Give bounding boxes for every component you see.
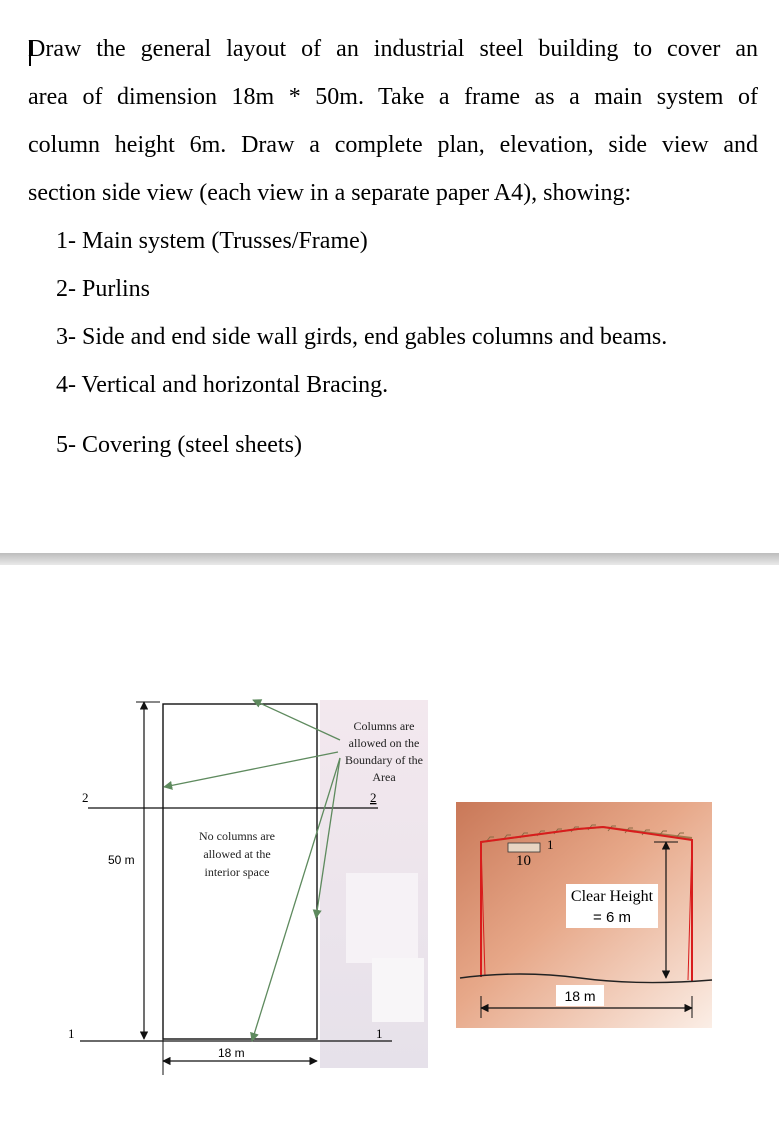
requirement-item-4: 4- Vertical and horizontal Bracing. bbox=[56, 372, 389, 398]
columns-note-line-3: Boundary of the bbox=[345, 753, 423, 767]
question-line-4: section side view (each view in a separate paper A4), showing: bbox=[28, 180, 632, 206]
grid-label-bottom-right: 1 bbox=[376, 1026, 383, 1041]
question-line-2: area of dimension 18m * 50m. Take a frame as a main system of bbox=[28, 84, 758, 110]
requirement-item-2: 2- Purlins bbox=[56, 276, 151, 302]
question-line-1: Draw the general layout of an industrial steel building to cover an bbox=[28, 36, 758, 62]
grid-label-top-right: 2 bbox=[370, 790, 377, 805]
requirement-item-3: 3- Side and end side wall girds, end gables columns and beams. bbox=[56, 324, 668, 350]
grid-label-bottom-left: 1 bbox=[68, 1026, 75, 1041]
plan-figure bbox=[68, 700, 428, 1075]
interior-note-line-1: No columns are bbox=[199, 829, 275, 843]
plan-panel-highlight-2 bbox=[372, 958, 424, 1022]
callout-1: 1 bbox=[547, 837, 554, 852]
columns-note-line-4: Area bbox=[372, 770, 396, 784]
plan-panel-highlight bbox=[346, 873, 418, 963]
clear-height-label-2: = 6 m bbox=[593, 909, 631, 926]
requirement-item-5: 5- Covering (steel sheets) bbox=[56, 432, 302, 458]
columns-note-line-1: Columns are bbox=[353, 719, 415, 733]
span-label: 18 m bbox=[564, 988, 596, 1004]
interior-note-line-2: allowed at the bbox=[203, 847, 271, 861]
callout-box bbox=[508, 843, 540, 852]
grid-label-top-left: 2 bbox=[82, 790, 89, 805]
requirement-item-1: 1- Main system (Trusses/Frame) bbox=[56, 228, 368, 254]
callout-10: 10 bbox=[516, 853, 531, 869]
width-label: 18 m bbox=[218, 1046, 245, 1060]
length-label: 50 m bbox=[108, 853, 135, 867]
interior-note-line-3: interior space bbox=[204, 865, 270, 879]
columns-note-line-2: allowed on the bbox=[348, 736, 420, 750]
clear-height-label-1: Clear Height bbox=[570, 888, 654, 905]
section-figure bbox=[456, 802, 712, 1028]
leader-arrow-left bbox=[164, 752, 338, 787]
question-line-3: column height 6m. Draw a complete plan, elevation, side view and bbox=[28, 132, 758, 158]
